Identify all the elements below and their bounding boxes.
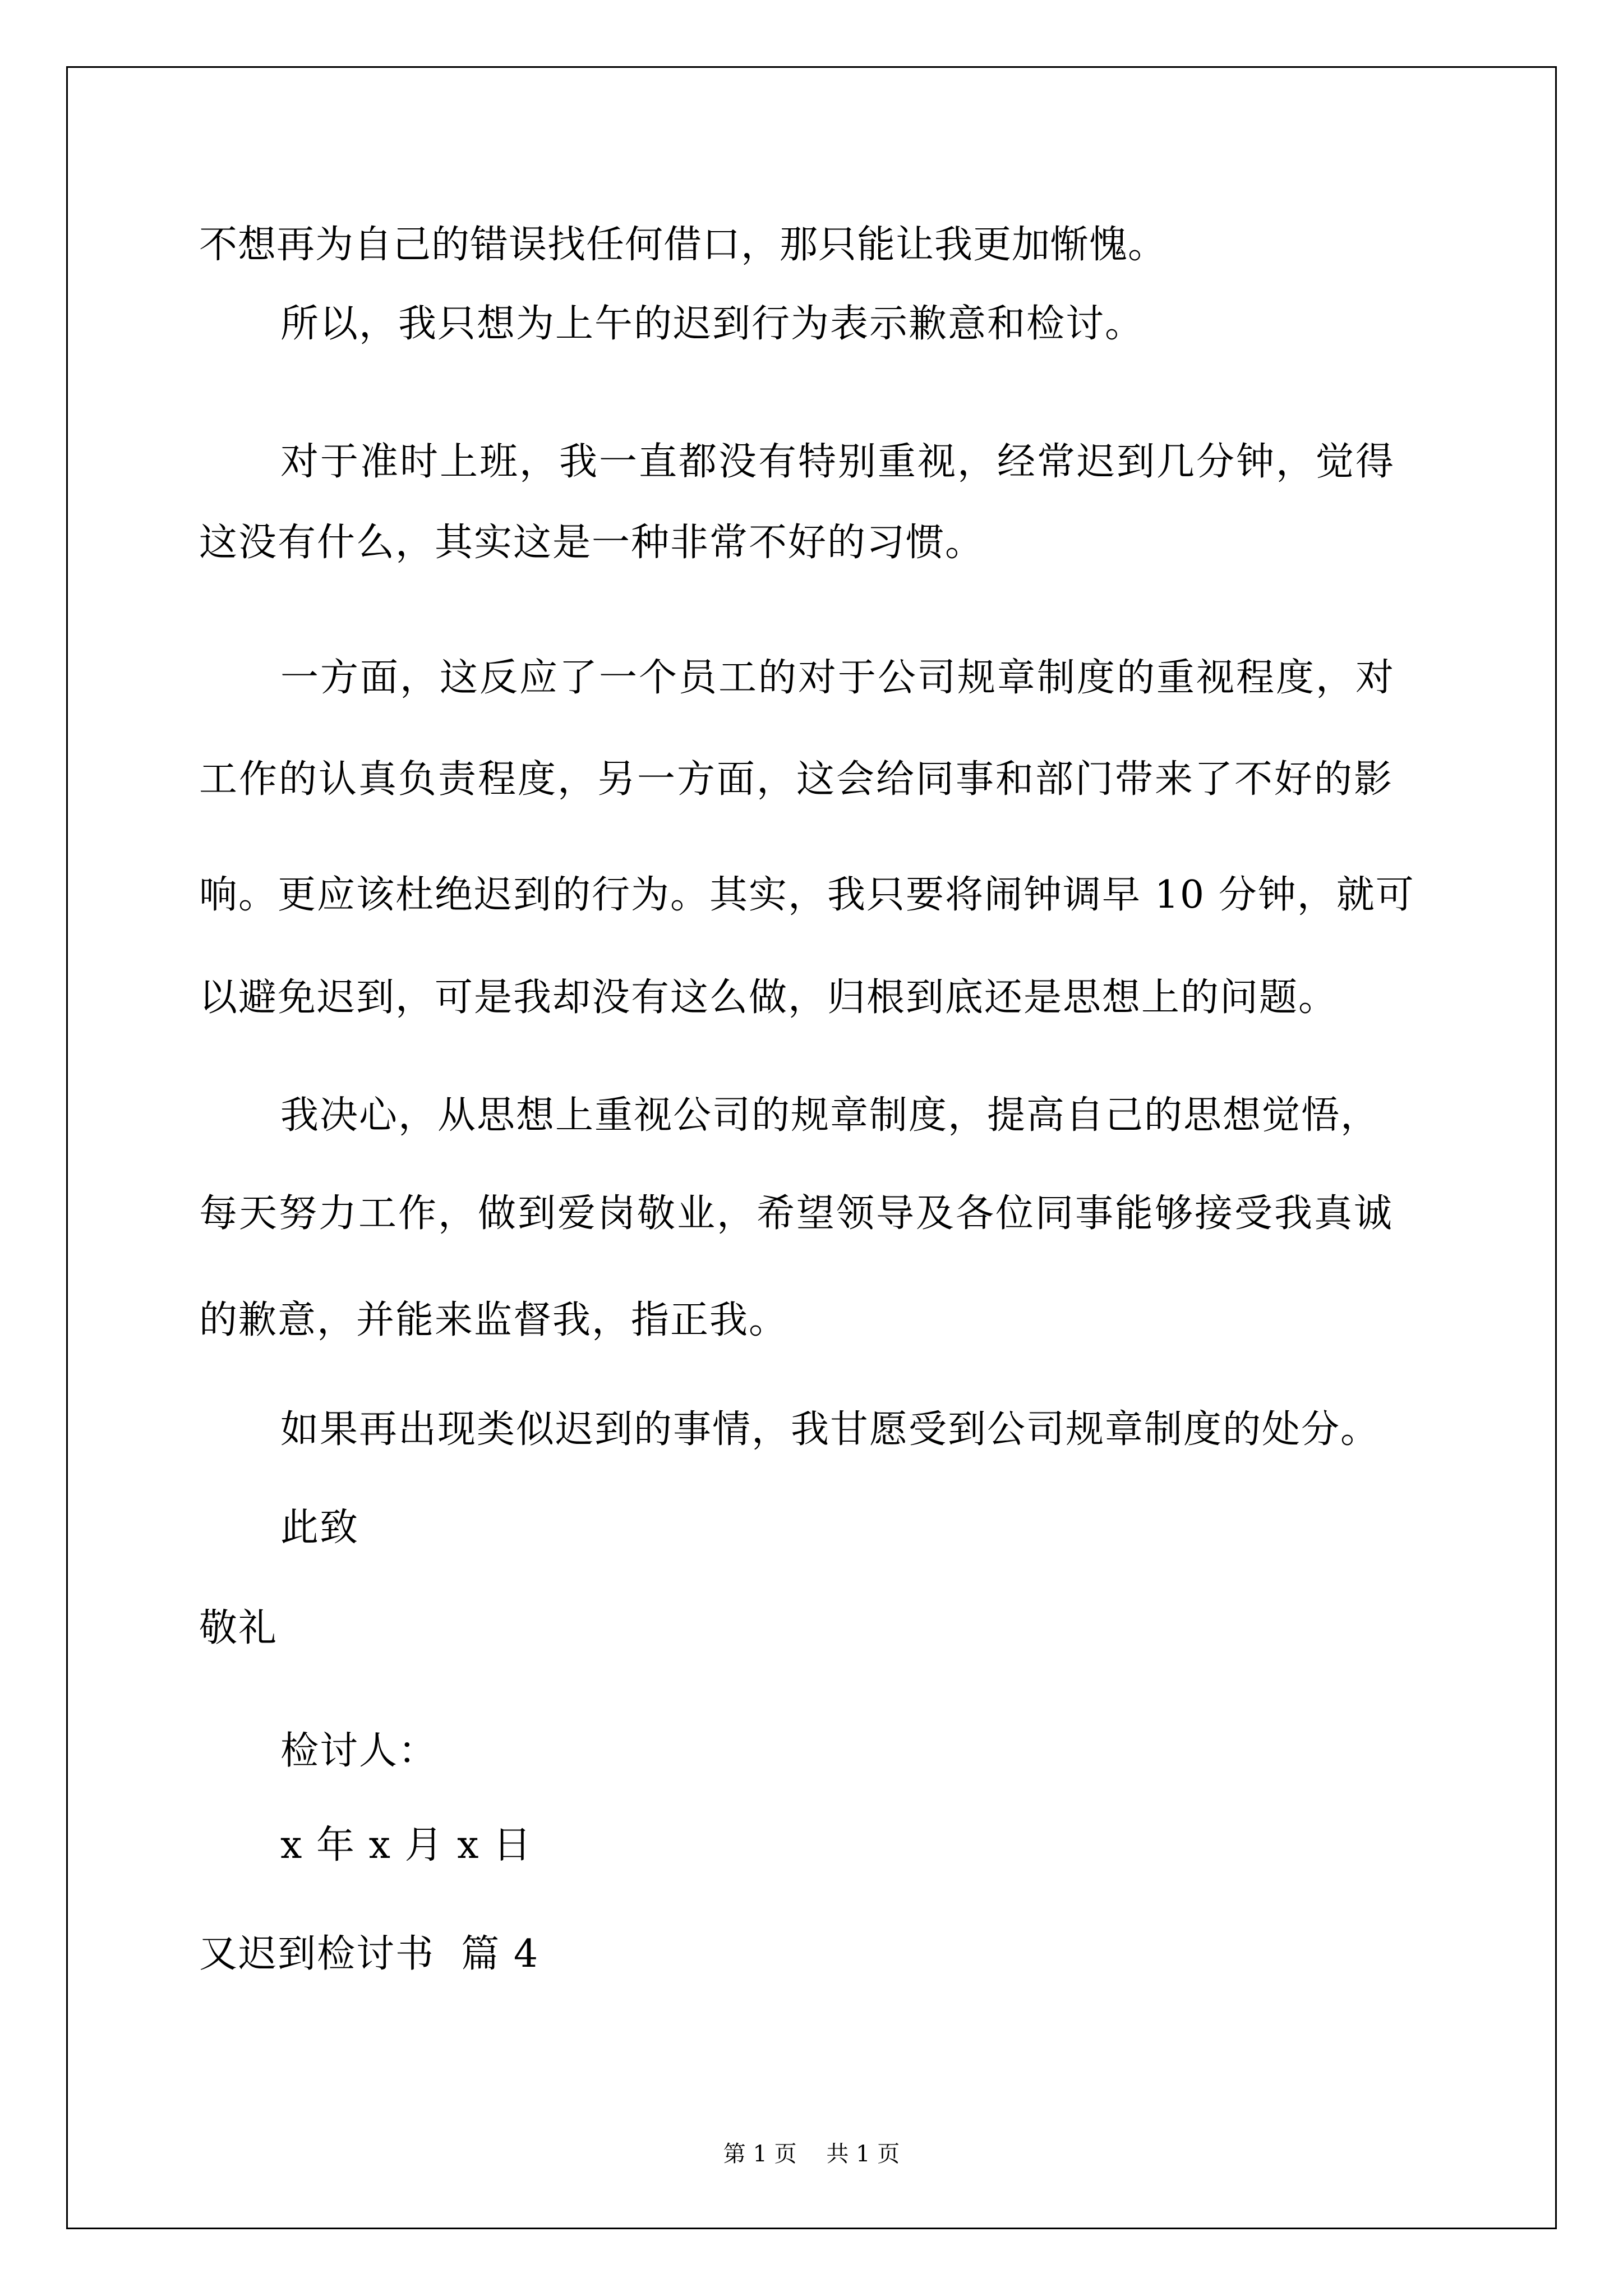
salutation-jingli: 敬礼 xyxy=(199,1606,278,1650)
section-heading: 又迟到检讨书 篇 4 xyxy=(199,1932,540,1976)
body-line-9: 我决心，从思想上重视公司的规章制度，提高自己的思想觉悟， xyxy=(280,1093,1380,1138)
salutation-cizhi: 此致 xyxy=(280,1506,359,1550)
signature-label: 检讨人： xyxy=(280,1729,438,1773)
body-line-6: 工作的认真负责程度，另一方面，这会给同事和部门带来了不好的影 xyxy=(199,757,1394,802)
body-line-7: 响。更应该杜绝迟到的行为。其实，我只要将闹钟调早 10 分钟，就可 xyxy=(199,873,1415,917)
page-footer xyxy=(0,2143,1623,2165)
page-number-current: 第 1 页 xyxy=(723,2141,797,2167)
body-line-4: 这没有什么，其实这是一种非常不好的习惯。 xyxy=(199,521,985,565)
body-line-11: 的歉意，并能来监督我，指正我。 xyxy=(199,1298,789,1342)
page-border xyxy=(66,66,1557,2229)
body-line-2: 所以，我只想为上午的迟到行为表示歉意和检讨。 xyxy=(280,302,1145,346)
body-line-5: 一方面，这反应了一个员工的对于公司规章制度的重视程度，对 xyxy=(280,656,1396,700)
body-line-8: 以避免迟到，可是我却没有这么做，归根到底还是思想上的问题。 xyxy=(199,976,1338,1020)
date-line: x 年 x 月 x 日 xyxy=(280,1823,533,1867)
body-line-12: 如果再出现类似迟到的事情，我甘愿受到公司规章制度的处分。 xyxy=(280,1407,1380,1452)
body-line-1: 不想再为自己的错误找任何借口，那只能让我更加惭愧。 xyxy=(199,223,1167,267)
body-line-3: 对于准时上班，我一直都没有特别重视，经常迟到几分钟，觉得 xyxy=(280,440,1396,484)
body-line-10: 每天努力工作，做到爱岗敬业，希望领导及各位同事能够接受我真诚 xyxy=(199,1191,1394,1236)
page-number-total: 共 1 页 xyxy=(826,2141,900,2167)
